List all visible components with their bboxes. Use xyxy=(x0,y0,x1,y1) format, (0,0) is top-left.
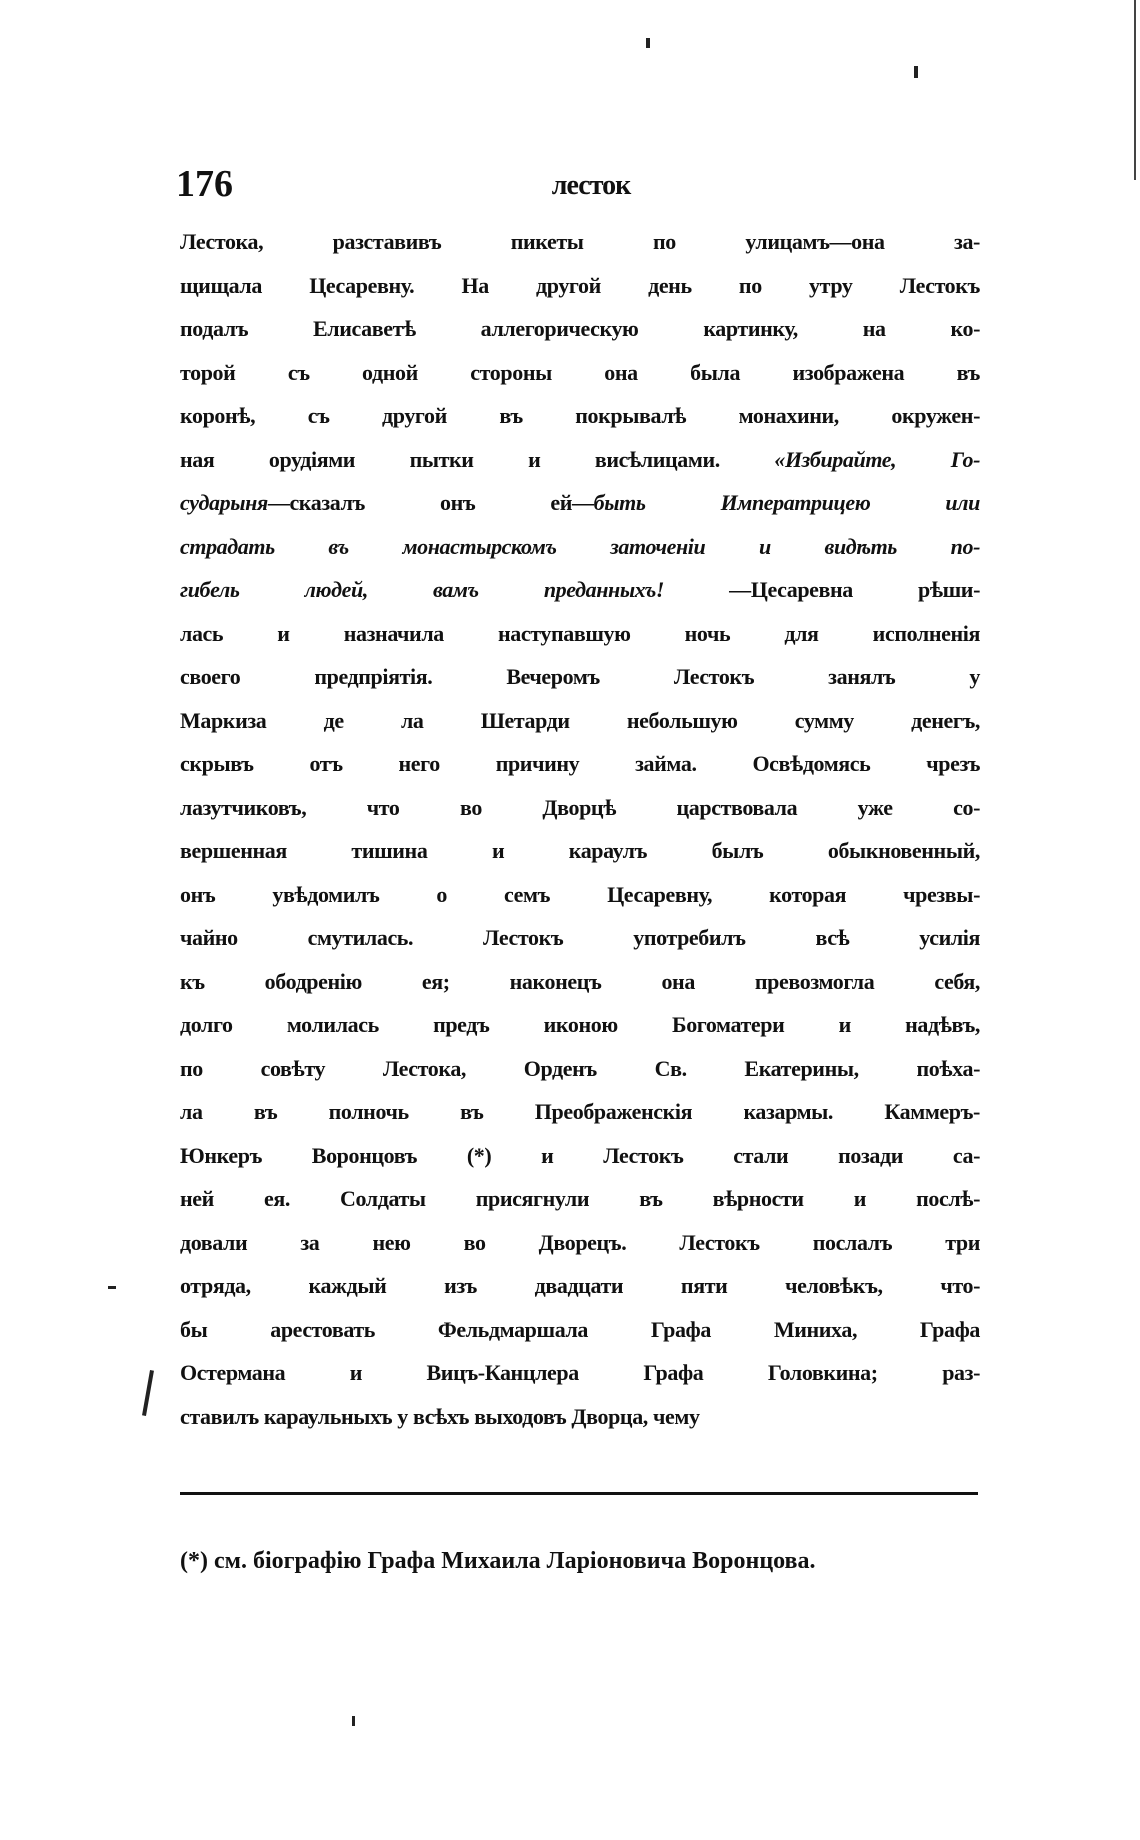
text-segment: ная орудіями пытки и висѣлицами. xyxy=(180,446,775,472)
text-line: лась и назначила наступавшую ночь для исполненія xyxy=(180,620,980,646)
ink-speck xyxy=(914,66,918,78)
text-line: Остермана и Вицъ-Канцлера Графа Головкина; раз- xyxy=(180,1360,980,1385)
text-line: по совѣту Лестока, Орденъ Св. Екатерины, поѣха- xyxy=(180,1055,980,1081)
text-line xyxy=(180,438,980,482)
page-edge-line xyxy=(1134,0,1136,180)
text-line xyxy=(180,568,980,612)
text-line: Юнкеръ Воронцовъ (*) и Лестокъ стали позади са- xyxy=(180,1142,980,1168)
italic-segment: сударыня xyxy=(180,490,268,515)
running-head: лесток xyxy=(551,170,631,201)
text-line: долго молилась предъ иконою Богоматери и надѣвъ, xyxy=(180,1012,980,1037)
footnote: (*) см. біографію Графа Михаила Ларіоновича Воронцова. xyxy=(180,1548,816,1574)
text-segment: —сказалъ онъ ей— xyxy=(267,490,594,515)
text-line: ставилъ караульныхъ у всѣхъ выходовъ Дворца, чему xyxy=(180,1403,700,1429)
text-line: Маркиза де ла Шетарди небольшую сумму денегъ, xyxy=(180,707,980,733)
text-line: онъ увѣдомилъ о семъ Цесаревну, которая чрезвы- xyxy=(180,881,980,907)
text-line: ла въ полночь въ Преображенскія казармы. Каммеръ- xyxy=(180,1099,980,1124)
italic-segment: быть Императрицею или xyxy=(593,490,980,515)
ink-speck xyxy=(352,1716,355,1726)
ink-speck xyxy=(108,1286,116,1289)
text-line: чайно смутилась. Лестокъ употребилъ всѣ усилія xyxy=(180,925,980,950)
text-line: отряда, каждый изъ двадцати пяти человѣкъ, что- xyxy=(180,1273,980,1298)
text-line: торой съ одной стороны она была изображена въ xyxy=(180,359,980,385)
text-line: вершенная тишина и караулъ былъ обыкновенный, xyxy=(180,838,980,863)
ink-speck xyxy=(646,38,650,48)
italic-segment: гибель людей, вамъ преданныхъ! xyxy=(180,577,665,602)
body-text xyxy=(180,220,980,1438)
text-line: подалъ Елисаветѣ аллегорическую картинку, на ко- xyxy=(180,316,980,341)
text-line: къ ободренію ея; наконецъ она превозмогла себя, xyxy=(180,968,980,994)
text-line: бы арестовать Фельдмаршала Графа Миниха, Графа xyxy=(180,1316,980,1342)
text-line: лазутчиковъ, что во Дворцѣ царствовала уже со- xyxy=(180,794,980,820)
footnote-rule xyxy=(180,1492,978,1495)
text-line: своего предпріятія. Вечеромъ Лестокъ занялъ у xyxy=(180,664,980,689)
page-number: 176 xyxy=(176,163,233,205)
text-line: довали за нею во Дворецъ. Лестокъ послалъ три xyxy=(180,1229,980,1255)
text-line: коронѣ, съ другой въ покрывалѣ монахини, окружен- xyxy=(180,403,980,428)
italic-segment: «Избирайте, Го- xyxy=(774,446,980,472)
page-header xyxy=(176,162,976,212)
text-line: страдать въ монастырскомъ заточеніи и видѣть по- xyxy=(180,533,980,559)
text-line xyxy=(180,481,980,525)
text-line: Лестока, разставивъ пикеты по улицамъ—она за- xyxy=(180,229,980,254)
text-line: скрывъ отъ него причину займа. Освѣдомясь чрезъ xyxy=(180,751,980,776)
text-line: щищала Цесаревну. На другой день по утру Лестокъ xyxy=(180,272,980,298)
text-segment: —Цесаревна рѣши- xyxy=(664,577,980,602)
text-line: ней ея. Солдаты присягнули въ вѣрности и послѣ- xyxy=(180,1186,980,1211)
margin-mark xyxy=(142,1370,154,1416)
